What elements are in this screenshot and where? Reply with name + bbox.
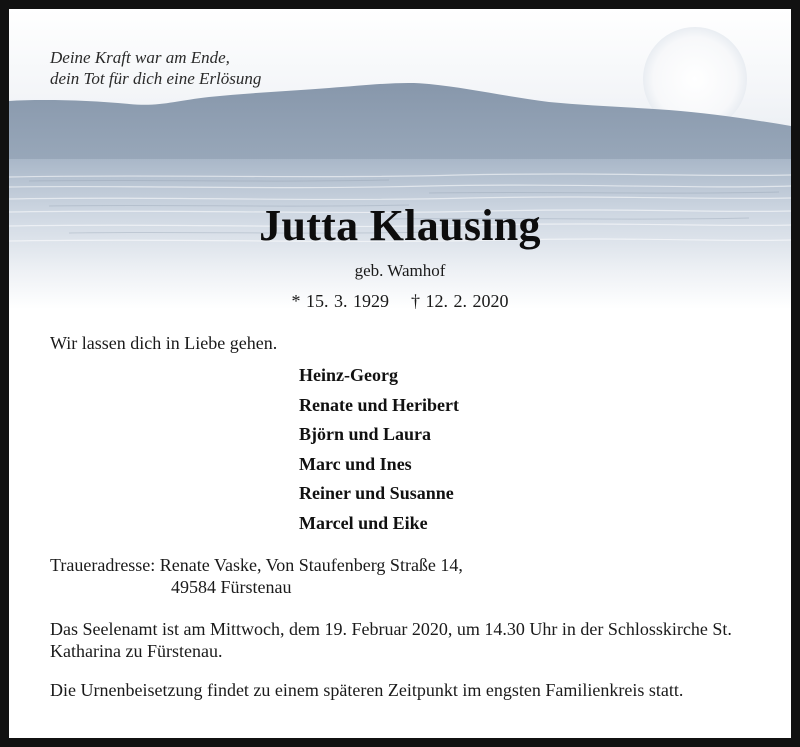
mourner-name: Marcel und Eike — [299, 512, 428, 533]
address-line-1: Traueradresse: Renate Vaske, Von Staufenberg Straße 14, — [50, 555, 463, 575]
life-dates — [9, 290, 791, 312]
mourners-list — [299, 361, 459, 539]
verse-line-2: dein Tot für dich eine Erlösung — [50, 69, 262, 88]
burial-info: Die Urnenbeisetzung findet zu einem späteren Zeitpunkt im engsten Familienkreis statt. — [50, 680, 684, 700]
requiem-info: Das Seelenamt ist am Mittwoch, dem 19. Februar 2020, um 14.30 Uhr in der Schlosskirche St. Katharina zu Fürstenau. — [50, 619, 732, 661]
mourner-name: Renate und Heribert — [299, 394, 459, 415]
maiden-name: geb. Wamhof — [354, 261, 446, 280]
birth-date: * 15. 3. 1929 — [291, 291, 389, 311]
death-date: † 12. 2. 2020 — [411, 291, 509, 311]
deceased-name: Jutta Klausing — [259, 201, 541, 250]
mourner-name: Heinz-Georg — [299, 365, 398, 385]
farewell-line: Wir lassen dich in Liebe gehen. — [50, 333, 278, 353]
address-line-2: 49584 Fürstenau — [171, 577, 292, 597]
mourner-name: Marc und Ines — [299, 453, 412, 474]
mourning-address — [50, 554, 463, 598]
verse-line-1: Deine Kraft war am Ende, — [50, 48, 230, 67]
mourner-name: Reiner und Susanne — [299, 483, 454, 504]
mourner-name: Björn und Laura — [299, 424, 432, 445]
memorial-verse — [50, 47, 261, 89]
